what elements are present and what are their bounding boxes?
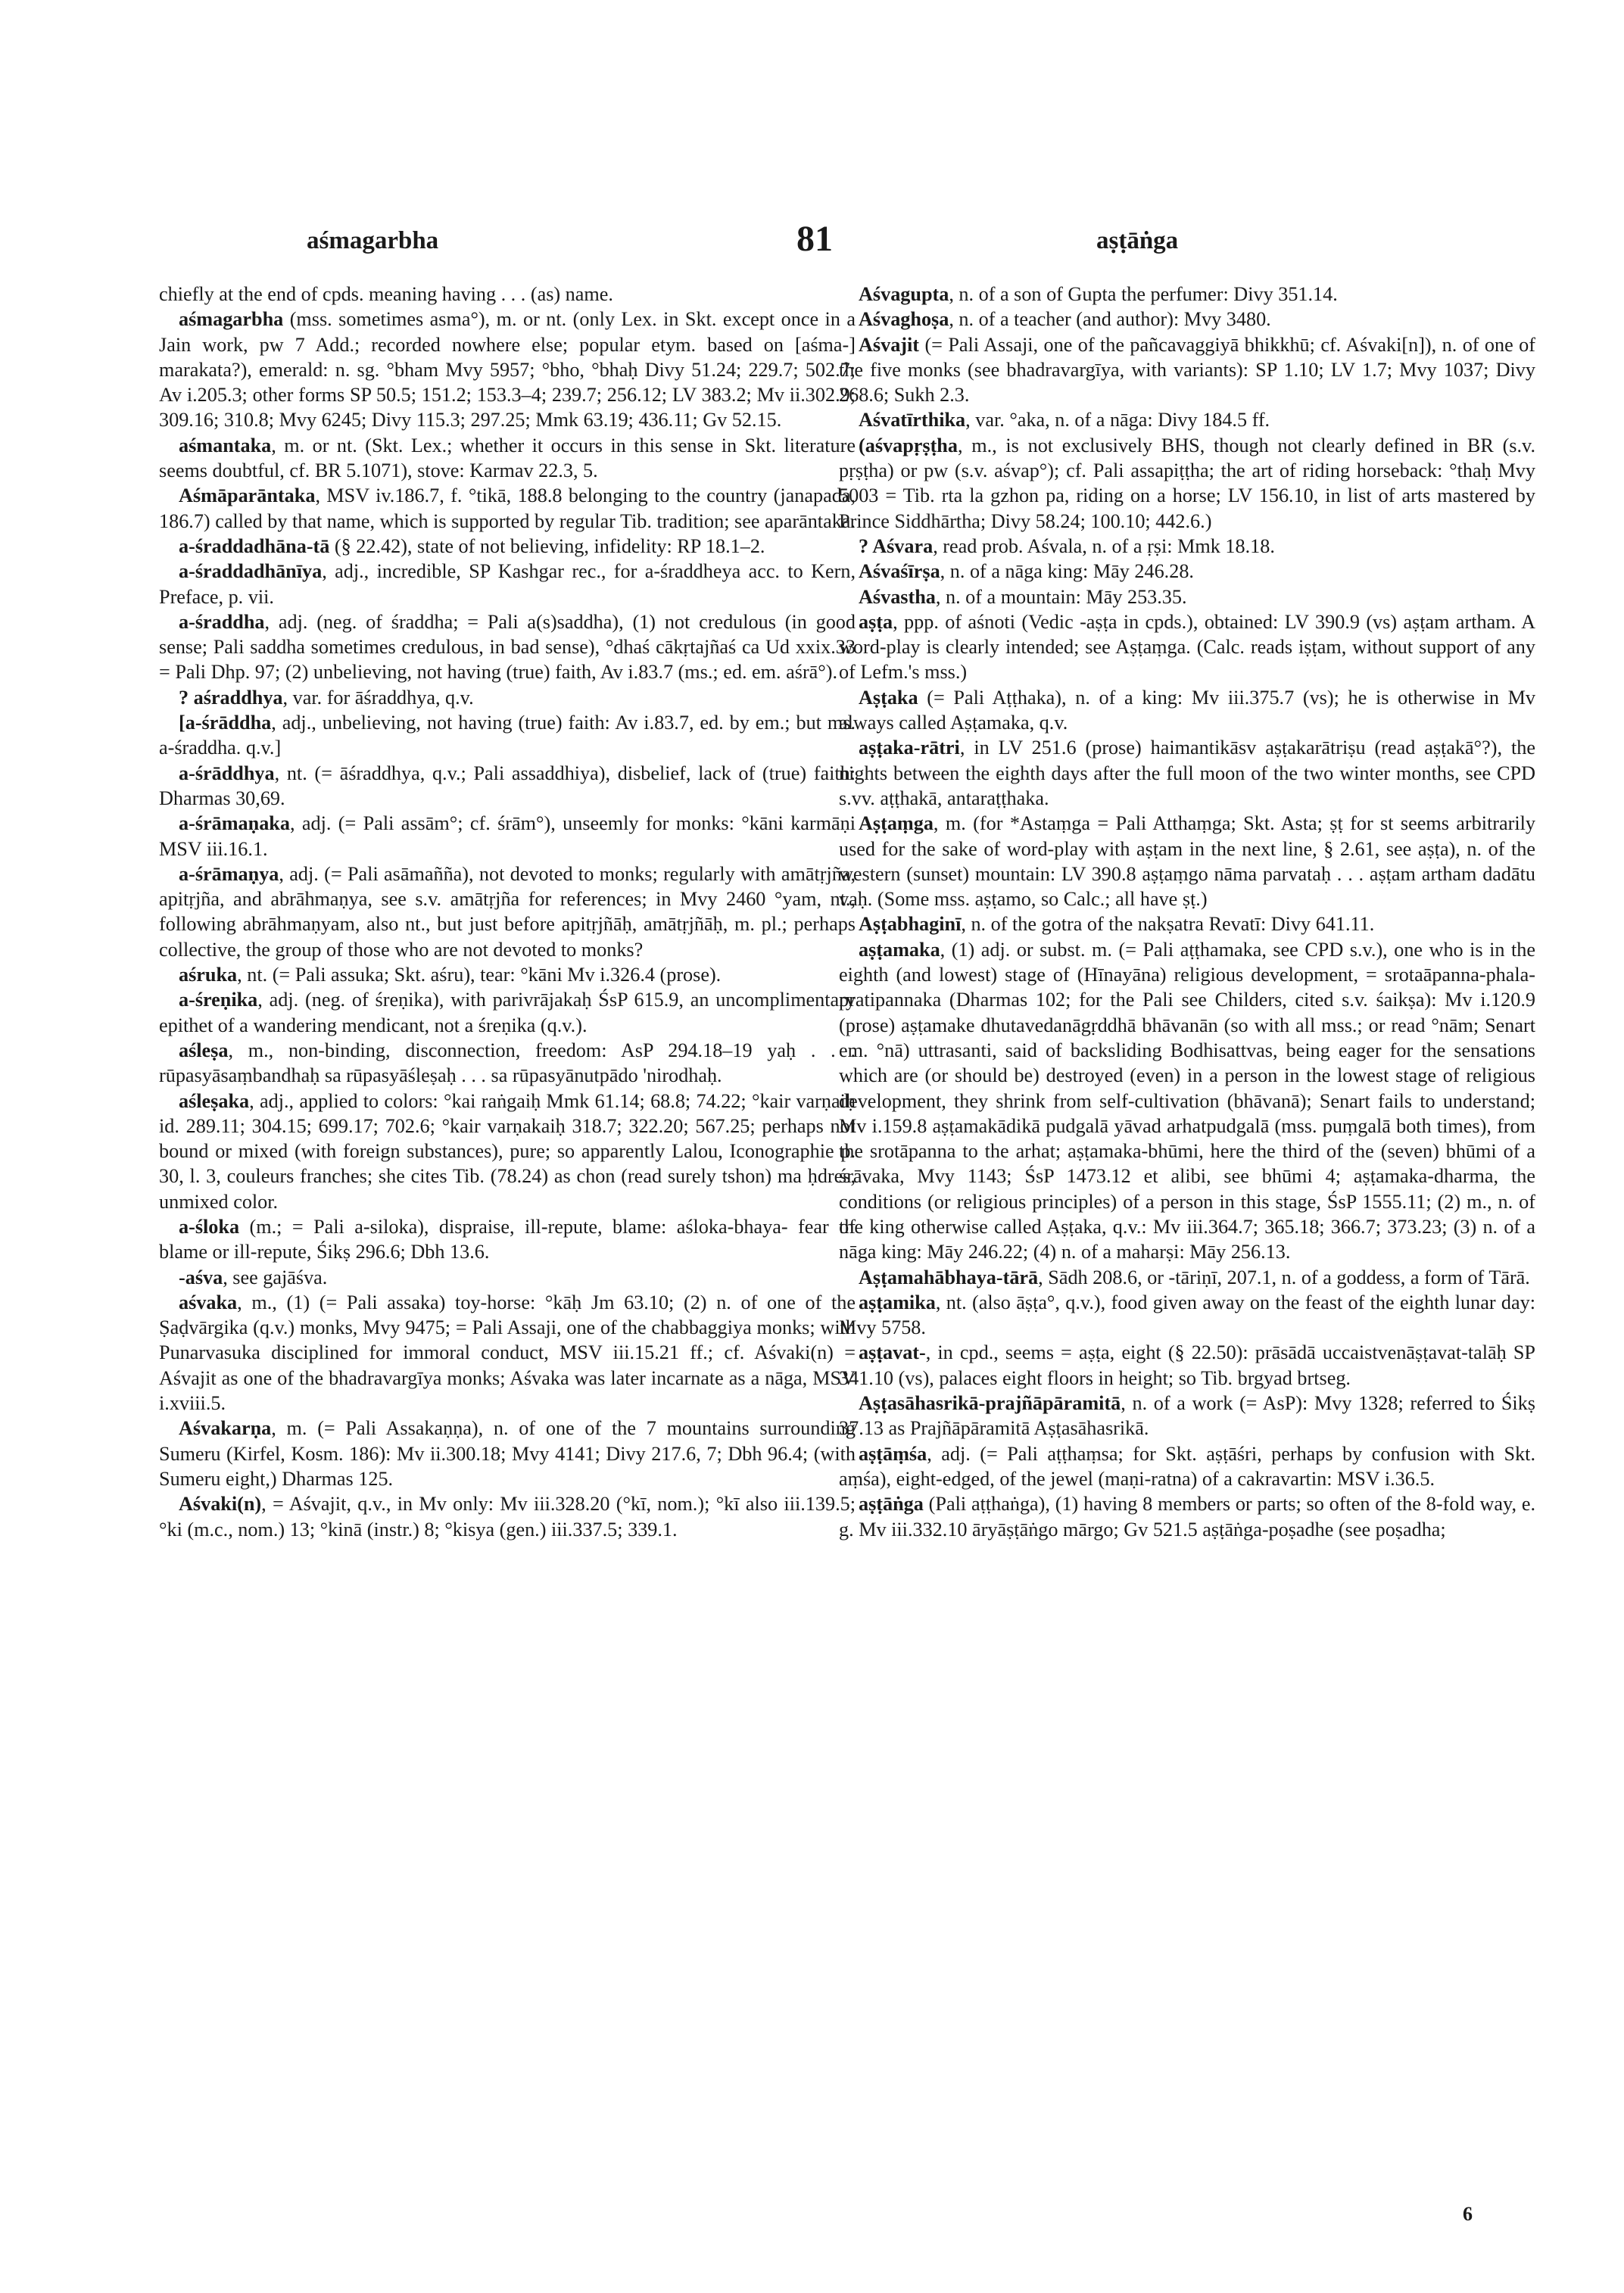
dictionary-entry <box>839 1265 1535 1290</box>
entry-headword: a-śraddadhānīya <box>179 560 323 583</box>
entry-headword: -aśva <box>179 1266 223 1288</box>
entry-text: (= Pali Assaji, one of the pañcavaggiyā bhikkhū; cf. Aśvaki[n]), n. of one of the five monks (see bhadravargīya, with variants): SP 1.10; LV 1.7; Mvy 1037; Divy 268.6; Sukh 2.3. <box>839 333 1535 407</box>
entry-headword: Aśvastha <box>859 585 936 608</box>
entry-headword: aṣṭamaka <box>859 938 940 961</box>
dictionary-entry <box>159 685 856 710</box>
dictionary-entry <box>159 1089 856 1214</box>
entry-text: , m. or nt. (Skt. Lex.; whether it occurs in this sense in Skt. literature seems doubtful, cf. BR 5.1071), stove: Karmav 22.3, 5. <box>159 434 856 482</box>
entry-text: , n. of the gotra of the nakṣatra Revatī: Divy 641.11. <box>961 913 1375 936</box>
entry-headword: Aśvaghoṣa <box>859 308 949 331</box>
page-number: 81 <box>796 219 833 259</box>
entry-text: , adj. (= Pali assām°; cf. śrām°), unseemly for monks: °kāni karmāṇi MSV iii.16.1. <box>159 812 856 860</box>
dictionary-entry <box>839 332 1535 408</box>
entry-headword: aṣṭa <box>859 610 893 633</box>
entry-headword: aṣṭaka-rātri <box>859 737 960 759</box>
entry-headword: aśruka <box>179 964 238 986</box>
entry-headword: Aśvaki(n) <box>179 1493 262 1516</box>
entry-text: , in LV 251.6 (prose) haimantikāsv aṣṭakarātriṣu (read aṣṭakā°?), the nights between the eighth days after the full moon of the two winter months, see CPD s.vv. aṭṭhakā, antaraṭṭhaka. <box>839 737 1535 809</box>
entry-text: , adj. (= Pali asāmañña), not devoted to monks; regularly with amātṛjña, apitṛjña, and abrāhmaṇya, see s.v. amātṛjña for references; in Mvy 2460 °yam, nt., following abrāhmaṇyam, also nt., but just before apitṛjñāḥ, amātṛjñāḥ, m. pl.; perhaps collective, the group of those who are not devoted to monks? <box>159 862 856 961</box>
entry-text: , ppp. of aśnoti (Vedic -aṣṭa in cpds.), obtained: LV 390.9 (vs) aṣṭam artham. A word-play is clearly intended; see Aṣṭaṃga. (Calc. reads iṣṭam, without support of any of Lefm.'s mss.) <box>839 610 1535 684</box>
dictionary-entry <box>839 685 1535 736</box>
entry-text: , adj. (neg. of śreṇika), with parivrājakaḥ ŚsP 615.9, an uncomplimentary epithet of a wandering mendicant, not a śreṇika (q.v.). <box>159 989 856 1036</box>
entry-text: (m.; = Pali a-siloka), dispraise, ill-repute, blame: aśloka-bhaya- fear of blame or ill-repute, Śikṣ 296.6; Dbh 13.6. <box>159 1215 856 1263</box>
dictionary-entry <box>839 559 1535 584</box>
entry-text: , Sādh 208.6, or -tāriṇī, 207.1, n. of a goddess, a form of Tārā. <box>1038 1266 1530 1288</box>
entry-headword: ? Aśvara <box>859 534 934 557</box>
entry-text: , nt. (= āśraddhya, q.v.; Pali assaddhiya), disbelief, lack of (true) faith: Dharmas 30,69. <box>159 762 856 809</box>
dictionary-entry <box>839 911 1535 936</box>
left-column <box>159 282 856 1542</box>
entry-text: , m., is not exclusively BHS, though not clearly defined in BR (s.v. pṛṣṭha) or pw (s.v. aśvap°); cf. Pali assapiṭṭha; the art of riding horseback: °thaḥ Mvy 5003 = Tib. rta la gzhon pa, riding on a horse; LV 156.10, in list of arts mastered by Prince Siddhārtha; Divy 58.24; 100.10; 442.6.) <box>839 434 1535 532</box>
entry-text: , m. (= Pali Assakaṇṇa), n. of one of the 7 mountains surrounding Sumeru (Kirfel, Kosm. 186): Mv ii.300.18; Mvy 4141; Divy 217.6, 7; Dbh 96.4; (with Sumeru eight,) Dharmas 125. <box>159 1417 856 1490</box>
dictionary-entry <box>159 1214 856 1265</box>
dictionary-entry <box>159 559 856 609</box>
entry-headword: Aśmāparāntaka <box>179 484 316 507</box>
dictionary-entry <box>159 307 856 432</box>
entry-headword: aśleṣa <box>179 1039 229 1061</box>
right-column <box>839 282 1535 1542</box>
dictionary-entry <box>159 987 856 1038</box>
entry-text: chiefly at the end of cpds. meaning having . . . (as) name. <box>159 283 613 305</box>
entry-headword: Aṣṭaṃga <box>859 812 934 835</box>
entry-text: , nt. (= Pali assuka; Skt. aśru), tear: °kāni Mv i.326.4 (prose). <box>237 964 722 986</box>
entry-text: , in cpd., seems = aṣṭa, eight (§ 22.50): prāsādā uccaistvenāṣṭavat-talāḥ SP 341.10 (vs), palaces eight floors in height; so Tib. brgyad brtseg. <box>839 1341 1535 1389</box>
entry-text: , adj. (= Pali aṭṭhaṃsa; for Skt. aṣṭāśri, perhaps by confusion with Skt. aṃśa), eight-edged, of the jewel (maṇi-ratna) of a cakravartin: MSV i.36.5. <box>839 1442 1535 1490</box>
dictionary-entry <box>159 282 856 307</box>
entry-text: , = Aśvajit, q.v., in Mv only: Mv iii.328.20 (°kī, nom.); °kī also iii.139.5; °ki (m.c., nom.) 13; °kinā (instr.) 8; °kisya (gen.) iii.337.5; 339.1. <box>159 1493 856 1541</box>
entry-headword: a-śreṇika <box>179 989 258 1011</box>
dictionary-entry <box>839 1391 1535 1441</box>
entry-headword: Aśvajit <box>859 333 920 356</box>
dictionary-entry <box>159 761 856 812</box>
signature-mark: 6 <box>1463 2203 1473 2225</box>
entry-text: , adj., unbelieving, not having (true) faith: Av i.83.7, ed. by em.; but ms. a-śraddha. q.v.] <box>159 712 856 759</box>
entry-headword: Aṣṭaka <box>859 686 918 709</box>
entry-headword: a-śloka <box>179 1215 240 1238</box>
dictionary-entry <box>159 609 856 685</box>
running-head-left: aśmagarbha <box>307 227 439 254</box>
entry-text: , m., (1) (= Pali assaka) toy-horse: °kāḥ Jm 63.10; (2) n. of one of the Ṣaḍvārgika (q.v.) monks, Mvy 9475; = Pali Assaji, one of the chabbaggiya monks; with Punarvasuka disciplined for immoral conduct, MSV iii.15.21 ff.; cf. Aśvaki(n) = Aśvajit as one of the bhadravargīya monks; Aśvaka was later incarnate as a nāga, MSV i.xviii.5. <box>159 1291 856 1415</box>
dictionary-entry <box>159 433 856 484</box>
dictionary-entry <box>839 937 1535 1265</box>
entry-headword: aṣṭāṃśa <box>859 1442 927 1465</box>
dictionary-entry <box>159 483 856 534</box>
entry-headword: Aṣṭabhaginī <box>859 913 962 936</box>
entry-headword: Aśvagupta <box>859 283 949 305</box>
dictionary-entry <box>159 1491 856 1542</box>
entry-text: , n. of a teacher (and author): Mvy 3480. <box>949 308 1271 331</box>
dictionary-entry <box>159 811 856 861</box>
entry-headword: a-śrāddhya <box>179 762 275 784</box>
dictionary-entry <box>159 1265 856 1290</box>
entry-headword: aṣṭavat- <box>859 1341 926 1364</box>
dictionary-entry <box>159 1416 856 1491</box>
entry-headword: a-śrāmaṇya <box>179 862 279 885</box>
entry-headword: aśmantaka <box>179 434 272 456</box>
entry-text: (Pali aṭṭhaṅga), (1) having 8 members or parts; so often of the 8-fold way, e. g. Mv iii.332.10 āryāṣṭāṅgo mārgo; Gv 521.5 aṣṭāṅga-poṣadhe (see poṣadha; <box>839 1493 1535 1541</box>
entry-text: (§ 22.42), state of not believing, infidelity: RP 18.1–2. <box>329 534 765 557</box>
entry-text: , var. °aka, n. of a nāga: Divy 184.5 ff. <box>965 409 1270 431</box>
entry-headword: [a-śrāddha <box>179 712 272 734</box>
dictionary-entry <box>159 710 856 761</box>
dictionary-entry <box>839 609 1535 685</box>
entry-headword: aśmagarbha <box>179 308 284 331</box>
entry-headword: a-śraddha <box>179 610 265 633</box>
entry-headword: aśleṣaka <box>179 1089 250 1112</box>
entry-headword: (aśvapṛṣṭha <box>859 434 958 456</box>
dictionary-entry <box>159 1290 856 1416</box>
running-head-right: aṣṭāṅga <box>1096 227 1179 254</box>
entry-headword: Aśvaśīrṣa <box>859 560 940 583</box>
dictionary-entry <box>839 282 1535 307</box>
dictionary-entry <box>839 584 1535 609</box>
dictionary-entry <box>839 407 1535 432</box>
dictionary-entry <box>839 735 1535 811</box>
dictionary-entry <box>839 534 1535 559</box>
entry-text: , (1) adj. or subst. m. (= Pali aṭṭhamaka, see CPD s.v.), one who is in the eighth (and lowest) stage of (Hīnayāna) religious development, = srotaāpanna-phala-pratipannaka (Dharmas 102; for the Pali see Childers, cited s.v. śaikṣa): Mv i.120.9 (prose) aṣṭamake dhutavedanāgṛddhā bhāvanān (so with all mss.; or read °nām; Senart em. °nā) uttrasanti, said of backsliding Bodhisattvas, being eager for the sensations which are (or should be) destroyed (even) in a person in the lowest stage of religious development, they shrink from self-cultivation (bhāvanā); Senart fails to understand; Mv i.159.8 aṣṭamakādikā pudgalā yāvad arhatpudgalā (mss. puṃgalā both times), from the srotāpanna to the arhat; aṣṭamaka-bhūmi, here the third of the (seven) bhūmi of a śrāvaka, Mvy 1143; ŚsP 1473.12 et alibi, see bhūmi 4; aṣṭamaka-dharma, the conditions (or religious principles) of a person in this stage, ŚsP 1555.11; (2) m., n. of the king otherwise called Aṣṭaka, q.v.: Mv iii.364.7; 365.18; 366.7; 373.23; (3) n. of a nāga king: Māy 246.22; (4) n. of a maharṣi: Māy 256.13. <box>839 938 1535 1263</box>
entry-text: (mss. sometimes asma°), m. or nt. (only Lex. in Skt. except once in a Jain work, pw 7 Add.; recorded nowhere else; popular etym. based on [aśma-] marakata?), emerald: n. sg. °bham Mvy 5957; °bho, °bhaḥ Divy 51.24; 229.7; 502.7; Av i.205.3; other forms SP 50.5; 151.2; 153.3–4; 239.7; 256.12; LV 383.2; Mv ii.302.9; 309.16; 310.8; Mvy 6245; Divy 115.3; 297.25; Mmk 63.19; 436.11; Gv 52.15. <box>159 308 856 431</box>
entry-headword: Aṣṭamahābhaya-tārā <box>859 1266 1039 1288</box>
dictionary-entry <box>839 433 1535 534</box>
entry-headword: ? aśraddhya <box>179 686 283 709</box>
dictionary-entry <box>159 534 856 559</box>
entry-text: (= Pali Aṭṭhaka), n. of a king: Mv iii.375.7 (vs); he is otherwise in Mv always called Aṣṭamaka, q.v. <box>839 686 1535 734</box>
dictionary-entry <box>839 811 1535 911</box>
dictionary-entry <box>839 1441 1535 1492</box>
dictionary-entry <box>159 962 856 987</box>
entry-text: , var. for āśraddhya, q.v. <box>282 686 474 709</box>
entry-headword: a-śraddadhāna-tā <box>179 534 330 557</box>
entry-headword: aṣṭāṅga <box>859 1493 924 1516</box>
entry-text: , see gajāśva. <box>223 1266 328 1288</box>
dictionary-entry <box>839 1340 1535 1391</box>
entry-text: , n. of a son of Gupta the perfumer: Divy 351.14. <box>949 283 1338 305</box>
entry-headword: Aśvakarṇa <box>179 1417 272 1440</box>
entry-headword: aśvaka <box>179 1291 238 1313</box>
dictionary-entry <box>839 1290 1535 1341</box>
entry-headword: Aśvatīrthika <box>859 409 966 431</box>
entry-headword: aṣṭamika <box>859 1291 936 1313</box>
dictionary-entry <box>159 1038 856 1089</box>
entry-text: , n. of a nāga king: Māy 246.28. <box>940 560 1194 583</box>
entry-text: , adj. (neg. of śraddha; = Pali a(s)saddha), (1) not credulous (in good sense; Pali saddha sometimes credulous, in bad sense), °dhaś cākṛtajñaś ca Ud xxix.33 = Pali Dhp. 97; (2) unbelieving, not having (true) faith, Av i.83.7 (ms.; ed. em. aśrā°). <box>159 610 856 684</box>
dictionary-entry <box>159 861 856 962</box>
dictionary-entry <box>839 1491 1535 1542</box>
entry-text: , adj., applied to colors: °kai raṅgaiḥ Mmk 61.14; 68.8; 74.22; °kair varṇaiḥ id. 289.11; 304.15; 699.17; 702.6; °kair varṇakaiḥ 318.7; 322.20; 567.25; perhaps not bound or mixed (with foreign substances), pure; so apparently Lalou, Iconographie p. 30, l. 3, couleurs franches; she cites Tib. (78.24) as chon (read surely tshon) ma ḥdres, unmixed color. <box>159 1089 856 1213</box>
entry-headword: a-śrāmaṇaka <box>179 812 290 835</box>
entry-text: , MSV iv.186.7, f. °tikā, 188.8 belonging to the country (janapada, 186.7) called by that name, which is supported by regular Tib. tradition; see aparāntaka. <box>159 484 856 532</box>
entry-text: , adj., incredible, SP Kashgar rec., for a-śraddheya acc. to Kern, Preface, p. vii. <box>159 560 856 608</box>
entry-text: , m. (for *Astaṃga = Pali Atthaṃga; Skt. Asta; ṣṭ for st seems arbitrarily used for the sake of word-play with aṣṭam in the next line, § 2.61, see aṣṭa), n. of the western (sunset) mountain: LV 390.8 aṣṭaṃgo nāma parvataḥ . . . aṣṭam artham dadātu vaḥ. (Some mss. aṣṭamo, so Calc.; all have ṣṭ.) <box>839 812 1535 911</box>
dictionary-entry <box>839 307 1535 332</box>
entry-text: , read prob. Aśvala, n. of a ṛṣi: Mmk 18.18. <box>933 534 1275 557</box>
entry-headword: Aṣṭasāhasrikā-prajñāpāramitā <box>859 1392 1121 1415</box>
entry-text: , n. of a mountain: Māy 253.35. <box>935 585 1187 608</box>
entry-text: , n. of a work (= AsP): Mvy 1328; referred to Śikṣ 37.13 as Prajñāpāramitā Aṣṭasāhasrikā. <box>839 1392 1535 1440</box>
entry-text: , m., non-binding, disconnection, freedom: AsP 294.18–19 yaḥ . . . rūpasyāsaṃbandhaḥ sa rūpasyāśleṣaḥ . . . sa rūpasyānutpādo 'nirodhaḥ. <box>159 1039 856 1087</box>
entry-text: , nt. (also āṣṭa°, q.v.), food given away on the feast of the eighth lunar day: Mvy 5758. <box>839 1291 1535 1339</box>
